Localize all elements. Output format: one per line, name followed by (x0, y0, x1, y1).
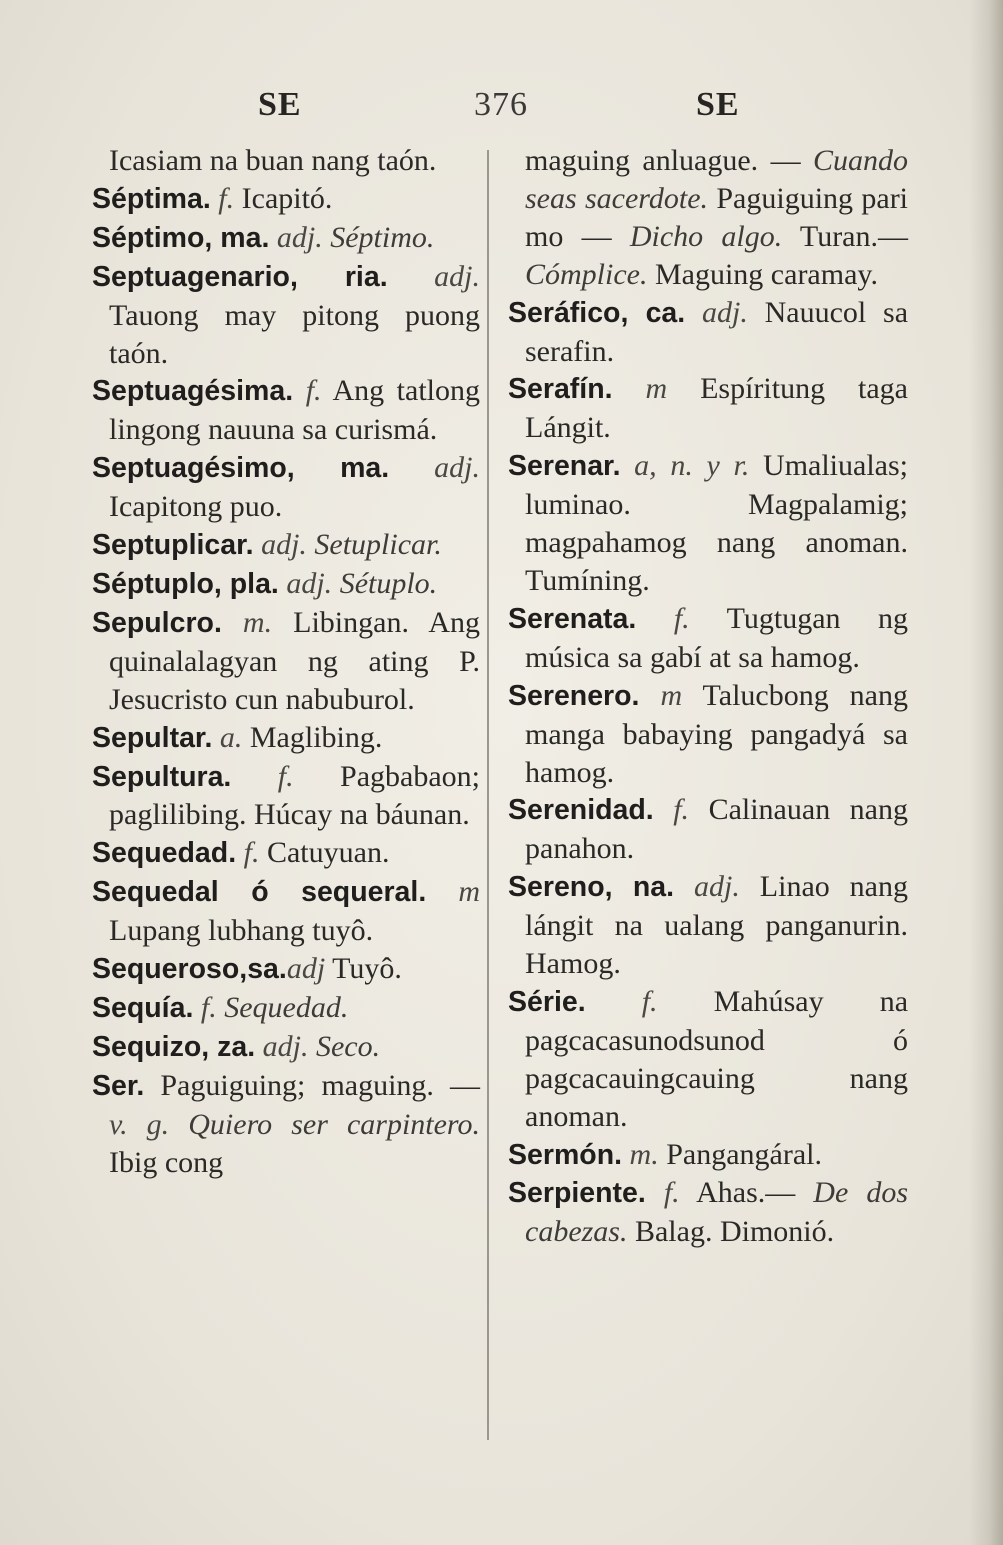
dictionary-entry (508, 447, 908, 600)
definition: Maglibing. (249, 720, 383, 754)
example-phrase: De dos cabezas. (525, 1176, 908, 1249)
definition: Setuplicar. (314, 528, 442, 562)
grammar-label: f. (200, 990, 217, 1024)
example-phrase: Cómplice. (525, 257, 648, 291)
definition: Nauucol sa serafin. (525, 295, 909, 368)
dictionary-entry (508, 294, 908, 371)
definition: Talucbong nang manga babaying pangadyá sa hamog. (525, 678, 908, 789)
grammar-label: v. g. (109, 1107, 170, 1141)
example-phrase: Quiero ser carpintero. (188, 1107, 480, 1141)
grammar-label: m (645, 372, 668, 406)
definition: Umaliualas; luminao. Magpalamig; magpahamog nang anoman. Tumíning. (525, 449, 908, 597)
grammar-label: m (660, 678, 683, 712)
headword: Sepultar. (92, 721, 213, 754)
dictionary-entry (92, 989, 480, 1028)
grammar-label: adj. (434, 259, 480, 293)
dictionary-entry (92, 180, 480, 219)
headword: Sepultura. (92, 760, 232, 793)
definition: Tauong may pitong puong taón. (109, 298, 480, 370)
definition: Ang tatlong lingong nauuna sa curismá. (109, 374, 480, 447)
grammar-label: adj. (286, 566, 333, 600)
dictionary-entry (92, 372, 480, 449)
headword: Sequedal ó sequeral. (92, 876, 427, 909)
grammar-label: adj. (694, 870, 740, 904)
definition: maguing anluague. — (525, 144, 801, 177)
grammar-label: f. (218, 181, 235, 215)
dictionary-entry (92, 719, 480, 758)
dictionary-entry (508, 791, 908, 868)
definition: Turan.— (799, 219, 908, 253)
grammar-label: adj (286, 952, 326, 986)
dictionary-entry (92, 950, 480, 989)
definition: Linao nang lángit na ualang panganurin. Hamog. (525, 870, 909, 981)
grammar-label: f. (663, 1176, 680, 1210)
grammar-label: m (458, 875, 480, 909)
headword: Serenar. (508, 450, 621, 483)
continuation-text (508, 142, 908, 294)
example-phrase: Cuando seas sacerdote. (525, 144, 908, 215)
grammar-label: adj. (261, 528, 307, 562)
dictionary-entry (508, 868, 908, 983)
grammar-label: m. (242, 605, 273, 639)
dictionary-entry (508, 370, 908, 447)
dictionary-entry (508, 983, 908, 1136)
dictionary-entry (92, 758, 480, 835)
headword: Serenata. (508, 602, 637, 635)
dictionary-entry (92, 526, 480, 565)
definition: Séptimo. (330, 220, 435, 254)
page-edge-shadow (969, 0, 1003, 1545)
headword: Septuagésimo, ma. (92, 452, 390, 485)
definition: Seco. (315, 1029, 381, 1063)
grammar-label: f. (243, 836, 260, 870)
definition: Sétuplo. (339, 566, 438, 600)
dictionary-entry (92, 219, 480, 258)
headword: Sereno, na. (508, 871, 675, 904)
grammar-label: adj. (276, 220, 323, 254)
dictionary-entry (92, 873, 480, 950)
headword: Sequedad. (92, 837, 237, 870)
definition: Icapitong puo. (109, 490, 283, 524)
headword: Seráfico, ca. (508, 296, 686, 329)
dictionary-entry (92, 1067, 480, 1182)
definition: Mahúsay na pagcacasunodsunod ó pagcacauingcauing nang anoman. (525, 984, 909, 1133)
headword: Ser. (92, 1069, 145, 1102)
definition: Pangangáral. (666, 1137, 822, 1171)
dictionary-entry (92, 449, 480, 526)
headword: Sermón. (508, 1138, 623, 1171)
example-phrase: Dicho algo. (629, 219, 783, 253)
grammar-label: f. (673, 601, 690, 635)
definition: Maguing caramay. (654, 257, 878, 291)
right-column (508, 142, 908, 1251)
header-left-guideword: SE (258, 86, 302, 123)
grammar-label: a. (219, 720, 243, 754)
left-column (92, 142, 480, 1181)
grammar-label: adj. (262, 1029, 309, 1063)
dictionary-entry (92, 258, 480, 373)
header-right-guideword: SE (696, 86, 740, 123)
headword: Sequizo, za. (92, 1030, 256, 1063)
grammar-label: m. (629, 1137, 659, 1171)
headword: Séptimo, ma. (92, 221, 270, 254)
headword: Septuagenario, ria. (92, 260, 388, 293)
continuation-text: Icasiam na buan nang taón. (109, 144, 437, 177)
definition: Catuyuan. (266, 836, 390, 870)
headword: Sequeroso,sa. (92, 953, 287, 986)
headword: Serafín. (508, 373, 613, 406)
headword: Série. (508, 985, 586, 1018)
page-number: 376 (474, 86, 528, 123)
dictionary-entry (508, 600, 908, 677)
definition: Balag. Dimonió. (634, 1215, 835, 1249)
definition: Pagbabaon; paglilibing. Húcay na báunan. (109, 759, 481, 832)
definition: Libingan. Ang quinalalagyan ng ating P. Jesucristo cun nabuburol. (109, 605, 481, 716)
dictionary-entry (92, 565, 480, 604)
definition: Paguiguing; maguing. — (160, 1068, 481, 1102)
headword: Septuplicar. (92, 529, 254, 562)
headword: Sequía. (92, 991, 194, 1024)
headword: Serenero. (508, 679, 640, 712)
definition: Tuyô. (332, 952, 402, 986)
dictionary-entry (508, 677, 908, 792)
dictionary-entry (508, 1136, 908, 1175)
column-divider (487, 150, 489, 1440)
headword: Septuagésima. (92, 375, 294, 408)
dictionary-entry (92, 1028, 480, 1067)
dictionary-entry (92, 604, 480, 719)
definition: Ahas.— (696, 1176, 796, 1210)
grammar-label: adj. (434, 451, 480, 485)
definition: Icapitó. (241, 181, 333, 215)
definition: Tugtugan ng música sa gabí at sa hamog. (525, 601, 908, 674)
grammar-label: a, n. y r. (634, 449, 750, 483)
definition: Espíritung taga Lángit. (525, 372, 908, 445)
headword: Serenidad. (508, 794, 654, 827)
grammar-label: f. (305, 374, 322, 408)
grammar-label: f. (673, 793, 690, 827)
definition: Paguiguing pari mo — (525, 181, 909, 253)
headword: Séptima. (92, 182, 211, 215)
running-header (0, 86, 1003, 130)
definition: Calinauan nang panahon. (525, 793, 908, 866)
definition: Ibig cong (109, 1145, 224, 1179)
headword: Serpiente. (508, 1177, 646, 1210)
headword: Séptuplo, pla. (92, 567, 279, 600)
definition: Sequedad. (224, 990, 349, 1024)
headword: Sepulcro. (92, 606, 222, 639)
definition: Lupang lubhang tuyô. (109, 914, 374, 948)
grammar-label: adj. (701, 295, 748, 329)
dictionary-entry (92, 834, 480, 873)
dictionary-entry (508, 1174, 908, 1251)
grammar-label: f. (641, 984, 658, 1018)
grammar-label: f. (277, 759, 294, 793)
